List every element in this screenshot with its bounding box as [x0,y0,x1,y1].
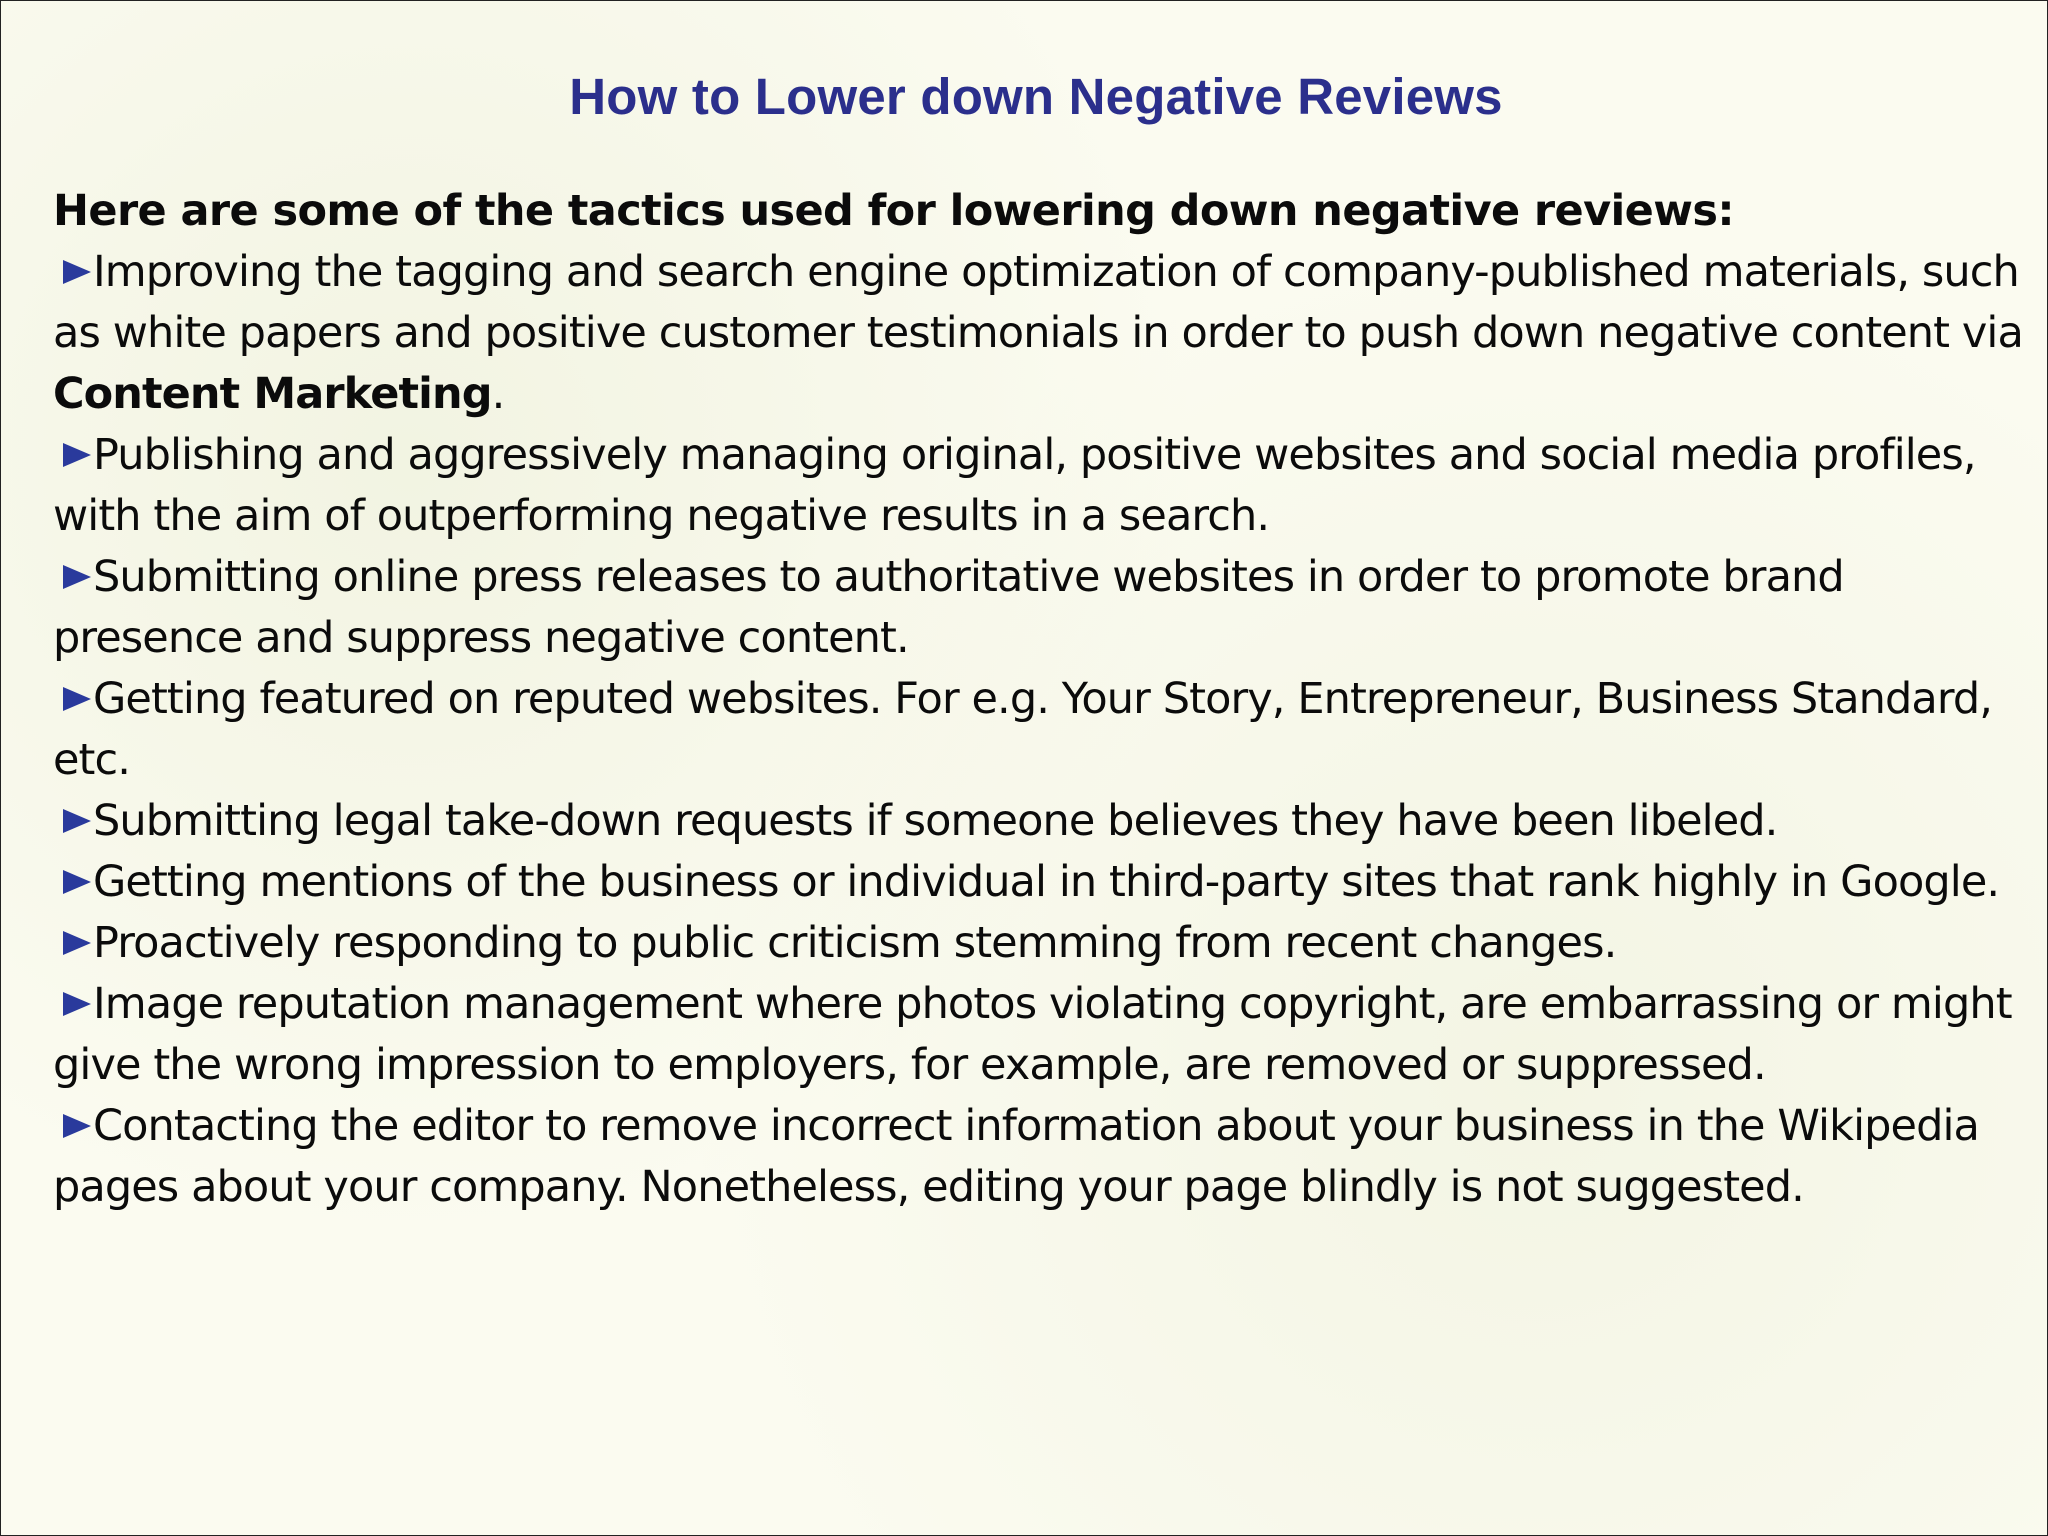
slide-content [53,181,2033,1218]
bullet-text: Submitting online press releases to authoritative websites in order to promote brand presence and suppress negative content. [53,552,1844,663]
triangle-bullet-icon [63,443,91,467]
bullet-text: Contacting the editor to remove incorrect information about your business in the Wikipedia pages about your company. Nonetheless, editing your page blindly is not suggested. [53,1101,1979,1212]
bullet-bold-text: Content Marketing [53,369,492,419]
bullet-text: Submitting legal take-down requests if someone believes they have been libeled. [93,796,1778,846]
bullet-text: Image reputation management where photos violating copyright, are embarrassing or might give the wrong impression to employers, for example, are removed or suppressed. [53,979,2012,1090]
bullet-text-end: . [491,369,505,419]
bullet-text: Improving the tagging and search engine optimization of company-published materials, such as white papers and positive customer testimonials in order to push down negative content via [53,247,2023,358]
bullet-text: Getting featured on reputed websites. For e.g. Your Story, Entrepreneur, Business Standard, etc. [53,674,1993,785]
triangle-bullet-icon [63,809,91,833]
bullet-item [53,242,2033,425]
triangle-bullet-icon [63,1114,91,1138]
bullet-text: Proactively responding to public criticism stemming from recent changes. [93,918,1617,968]
bullet-item [53,852,2033,913]
bullet-item [53,425,2033,547]
bullet-item [53,974,2033,1096]
bullet-item [53,913,2033,974]
triangle-bullet-icon [63,992,91,1016]
triangle-bullet-icon [63,931,91,955]
bullet-text: Getting mentions of the business or individual in third-party sites that rank highly in Google. [93,857,2000,907]
triangle-bullet-icon [63,260,91,284]
triangle-bullet-icon [63,565,91,589]
triangle-bullet-icon [63,870,91,894]
triangle-bullet-icon [63,687,91,711]
bullet-item [53,669,2033,791]
bullet-item [53,791,2033,852]
bullet-item [53,1096,2033,1218]
bullet-text: Publishing and aggressively managing original, positive websites and social media profiles, with the aim of outperforming negative results in a search. [53,430,1976,541]
bullet-item [53,547,2033,669]
intro-heading: Here are some of the tactics used for lowering down negative reviews: [53,186,1734,236]
slide-title: How to Lower down Negative Reviews [569,68,1503,125]
